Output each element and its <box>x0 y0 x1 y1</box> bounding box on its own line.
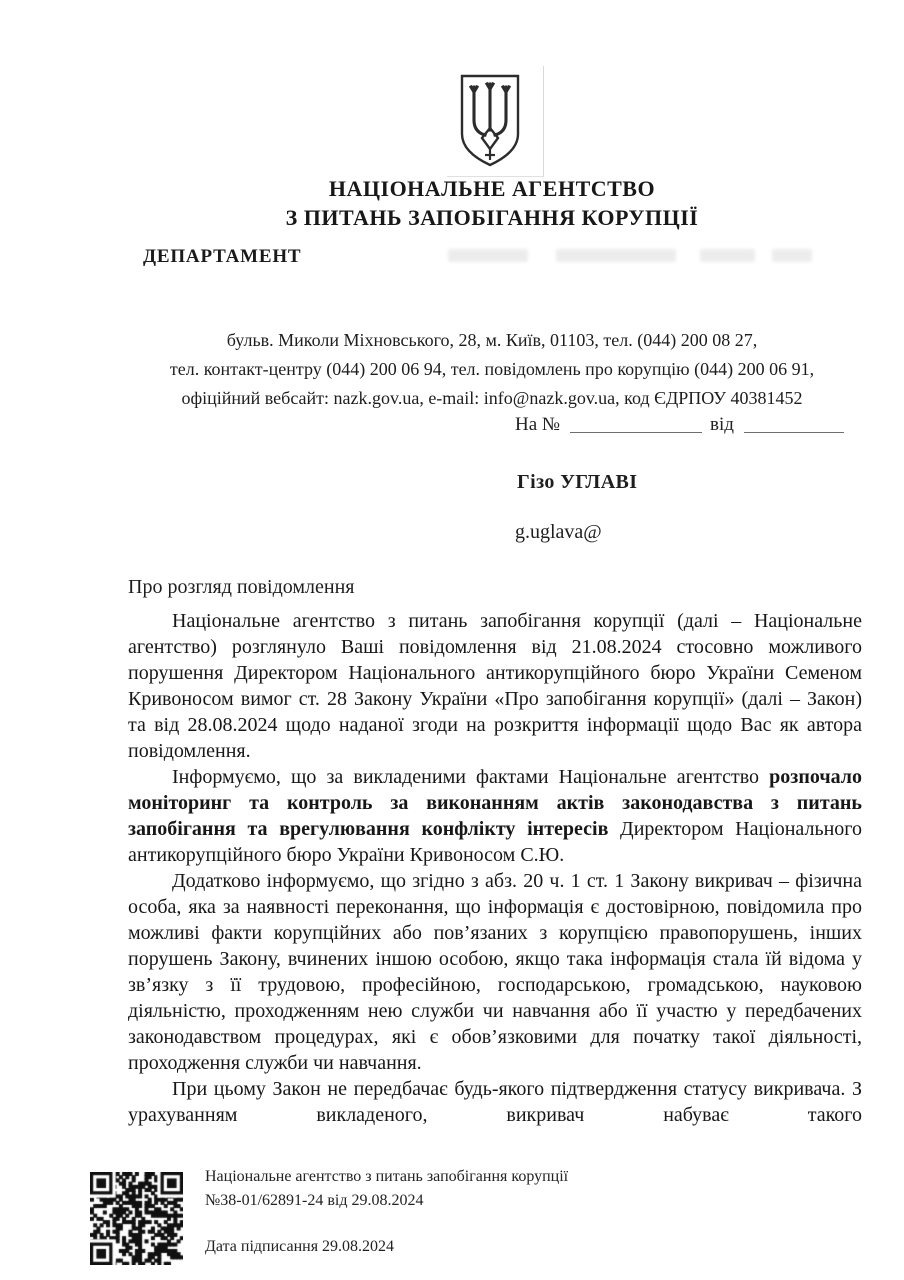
paragraph: Національне агентство з питань запобігання корупції (далі – Національне агентство) розглянуло Ваші повідомлення від 21.08.2024 стосовно можливого порушення Директором Національного антикорупційного бюро України Семеном Кривоносом вимог ст. 28 Закону України «Про запобігання корупції» (далі – Закон) та від 28.08.2024 щодо наданої згоди на розкриття інформації щодо Вас як автора повідомлення. <box>128 610 862 762</box>
contact-line: бульв. Миколи Міхновського, 28, м. Київ, 01103, тел. (044) 200 08 27, <box>226 330 758 350</box>
paragraph: При цьому Закон не передбачає будь-якого підтвердження статусу викривача. З урахуванням викладеного, викривач набуває такого <box>128 1078 862 1126</box>
reference-from-label: від <box>710 414 734 435</box>
ukraine-trident-icon <box>454 72 526 171</box>
redacted-ghost-text <box>556 249 676 262</box>
org-name <box>130 174 854 232</box>
redacted-ghost-text <box>700 249 755 262</box>
paragraph-bold-text: розпочало моніторинг та контроль за виконанням актів законодавства з питань запобігання та врегулювання конфлікту інтересів <box>128 766 862 840</box>
letter-body <box>128 608 862 1128</box>
redacted-ghost-text <box>448 249 528 262</box>
paragraph-text: Інформуємо, що за викладеними фактами Національне агентство <box>172 766 770 788</box>
department-label: ДЕПАРТАМЕНТ <box>143 246 302 267</box>
reference-number-blank <box>570 415 702 433</box>
contact-block <box>110 326 874 413</box>
reference-line <box>515 414 844 436</box>
footer-signing-date: Дата підписання 29.08.2024 <box>205 1238 395 1255</box>
org-name-line1: НАЦІОНАЛЬНЕ АГЕНТСТВО <box>328 176 656 201</box>
paragraph <box>128 764 862 868</box>
footer-org-name: Національне агентство з питань запобігання корупції <box>205 1168 569 1185</box>
qr-code-icon <box>90 1172 183 1265</box>
reference-number-label: На № <box>515 414 561 435</box>
paragraph-text: Директором Національного антикорупційного бюро України Кривоносом С.Ю. <box>128 818 862 866</box>
footer-document-number: №38-01/62891-24 від 29.08.2024 <box>205 1192 424 1209</box>
paragraph: Додатково інформуємо, що згідно з абз. 20 ч. 1 ст. 1 Закону викривач – фізична особа, яка за наявності переконання, що інформація є достовірною, повідомила про можливі факти корупційних або пов’язаних з корупцією правопорушень, інших порушень Закону, вчинених іншою особою, якщо така інформація стала їй відома у зв’язку з її трудовою, професійною, господарською, громадською, науковою діяльністю, проходженням нею служби чи навчання або її участю у передбачених законодавством процедурах, які є обов’язковими для початку такої діяльності, проходження служби чи навчання. <box>128 870 862 1074</box>
scan-artifact-line <box>543 66 544 176</box>
contact-line: офіційний вебсайт: nazk.gov.ua, e-mail: info@nazk.gov.ua, код ЄДРПОУ 40381452 <box>181 388 803 408</box>
addressee-email: g.uglava@ <box>515 521 602 543</box>
reference-date-blank <box>744 415 844 433</box>
redacted-ghost-text <box>772 249 812 262</box>
contact-line: тел. контакт-центру (044) 200 06 94, тел. повідомлень про корупцію (044) 200 06 91, <box>169 359 815 379</box>
subject-line: Про розгляд повідомлення <box>128 576 355 598</box>
org-name-line2: З ПИТАНЬ ЗАПОБІГАННЯ КОРУПЦІЇ <box>285 205 699 230</box>
addressee-name: Гізо УГЛАВІ <box>517 471 638 493</box>
